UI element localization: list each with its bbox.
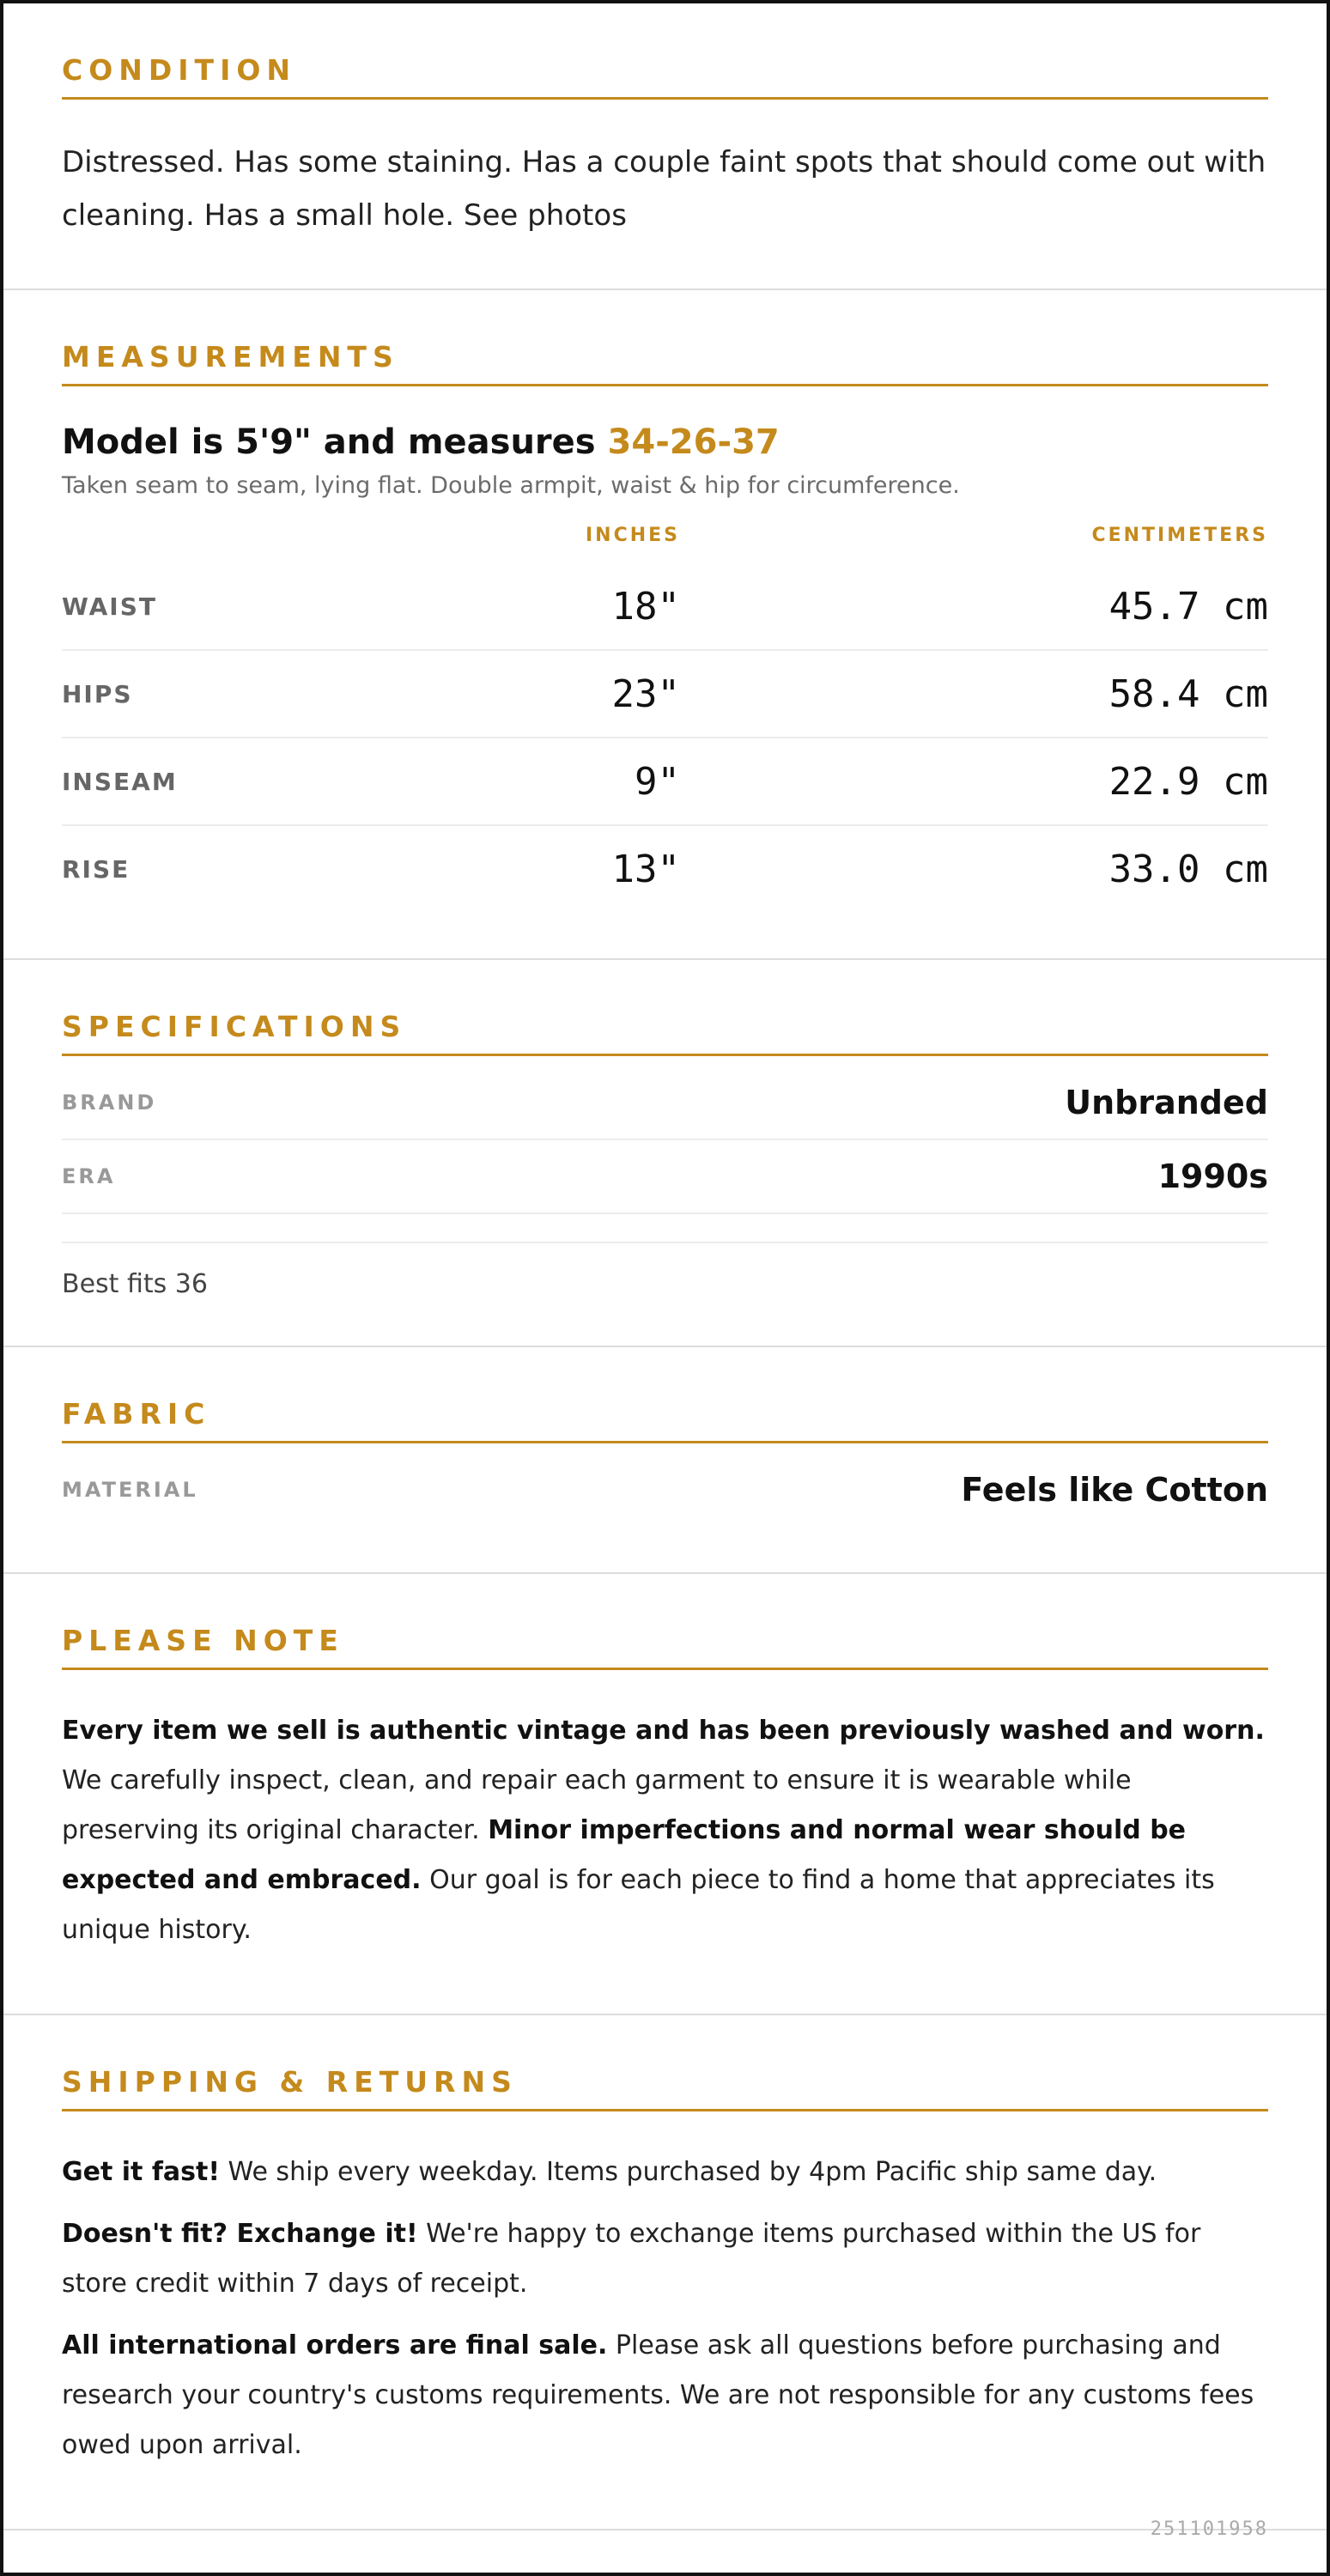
spec-row-era xyxy=(62,1140,1268,1214)
condition-text: Distressed. Has some staining. Has a couple faint spots that should come out with cleaning. Has a small hole. See photos xyxy=(62,145,1266,233)
section-divider xyxy=(62,2109,1268,2111)
measurement-row-hips xyxy=(62,650,1268,738)
please-note-title: PLEASE NOTE xyxy=(62,1624,344,1657)
shipping-text-1: We ship every weekday. Items purchased by 4pm Pacific ship same day. xyxy=(220,2157,1157,2187)
shipping-paragraph-2 xyxy=(62,2209,1268,2309)
fabric-section xyxy=(3,1347,1327,1574)
measurement-inches: 23" xyxy=(319,650,680,738)
measurement-row-waist xyxy=(62,563,1268,650)
fit-note: Best fits 36 xyxy=(62,1269,208,1299)
section-divider xyxy=(62,384,1268,386)
specifications-section xyxy=(3,960,1327,1347)
model-info xyxy=(62,422,1268,462)
please-note-text xyxy=(62,1706,1268,1955)
measurements-title: MEASUREMENTS xyxy=(62,340,399,374)
shipping-section xyxy=(3,2015,1327,2530)
measurement-inches: 9" xyxy=(319,738,680,825)
model-measures: 34-26-37 xyxy=(607,422,780,462)
spec-value: 1990s xyxy=(1157,1157,1268,1195)
shipping-text-2: We're happy to exchange items purchased within the US for store credit within 7 days of receipt. xyxy=(62,2219,1201,2299)
please-note-text-2: Our goal is for each piece to find a home that appreciates its unique history. xyxy=(62,1865,1215,1945)
label-column-header xyxy=(62,525,319,563)
shipping-bold-2: Doesn't fit? Exchange it! xyxy=(62,2219,418,2249)
measurements-section xyxy=(3,290,1327,960)
material-label: MATERIAL xyxy=(62,1478,198,1502)
measurement-cm: 58.4 cm xyxy=(680,650,1268,738)
item-id: 251101958 xyxy=(1150,2518,1268,2540)
measurement-row-inseam xyxy=(62,738,1268,825)
measurement-note: Taken seam to seam, lying flat. Double armpit, waist & hip for circumference. xyxy=(62,472,960,499)
section-divider xyxy=(62,1668,1268,1670)
specifications-title: SPECIFICATIONS xyxy=(62,1010,407,1043)
section-divider xyxy=(62,1054,1268,1056)
measurements-header-row xyxy=(62,525,1268,563)
measurement-cm: 22.9 cm xyxy=(680,738,1268,825)
please-note-section xyxy=(3,1574,1327,2015)
spec-divider xyxy=(62,1214,1268,1243)
condition-title: CONDITION xyxy=(62,53,297,87)
measurement-row-rise xyxy=(62,825,1268,912)
please-note-bold-1: Every item we sell is authentic vintage and has been previously washed and worn. xyxy=(62,1716,1265,1746)
measurement-label: INSEAM xyxy=(62,738,319,825)
condition-section xyxy=(3,3,1327,290)
measurement-label: RISE xyxy=(62,854,131,884)
measurement-cm: 33.0 cm xyxy=(1108,847,1268,891)
section-divider xyxy=(62,97,1268,100)
model-prefix: Model is 5'9" and measures xyxy=(62,422,596,462)
centimeters-column-header: CENTIMETERS xyxy=(1091,525,1268,546)
measurements-table xyxy=(62,525,1268,912)
section-divider xyxy=(62,1441,1268,1443)
measurement-inches: 13" xyxy=(611,847,680,891)
please-note-bold-2: Minor imperfections and normal wear should be expected and embraced. xyxy=(62,1815,1187,1895)
please-note-text-1: We carefully inspect, clean, and repair each garment to ensure it is wearable while preserving its original character. xyxy=(62,1765,1132,1845)
spec-label: ERA xyxy=(62,1164,116,1188)
shipping-paragraph-1 xyxy=(62,2148,1268,2197)
fabric-title: FABRIC xyxy=(62,1397,211,1431)
spec-label: BRAND xyxy=(62,1091,157,1115)
measurement-label: HIPS xyxy=(62,650,319,738)
fabric-row xyxy=(62,1454,1268,1526)
measurement-label: WAIST xyxy=(62,563,319,650)
shipping-title: SHIPPING & RETURNS xyxy=(62,2065,518,2099)
inches-column-header: INCHES xyxy=(585,525,680,546)
shipping-bold-3: All international orders are final sale. xyxy=(62,2330,608,2360)
shipping-text-3: Please ask all questions before purchasing and research your country's customs requirements. We are not responsible for any customs fees owed upon arrival. xyxy=(62,2330,1254,2460)
measurement-inches: 18" xyxy=(319,563,680,650)
spec-row-brand xyxy=(62,1066,1268,1140)
measurement-cm: 45.7 cm xyxy=(680,563,1268,650)
spec-value: Unbranded xyxy=(1065,1084,1268,1121)
shipping-paragraph-3 xyxy=(62,2321,1268,2470)
shipping-bold-1: Get it fast! xyxy=(62,2157,220,2187)
material-value: Feels like Cotton xyxy=(961,1471,1268,1509)
